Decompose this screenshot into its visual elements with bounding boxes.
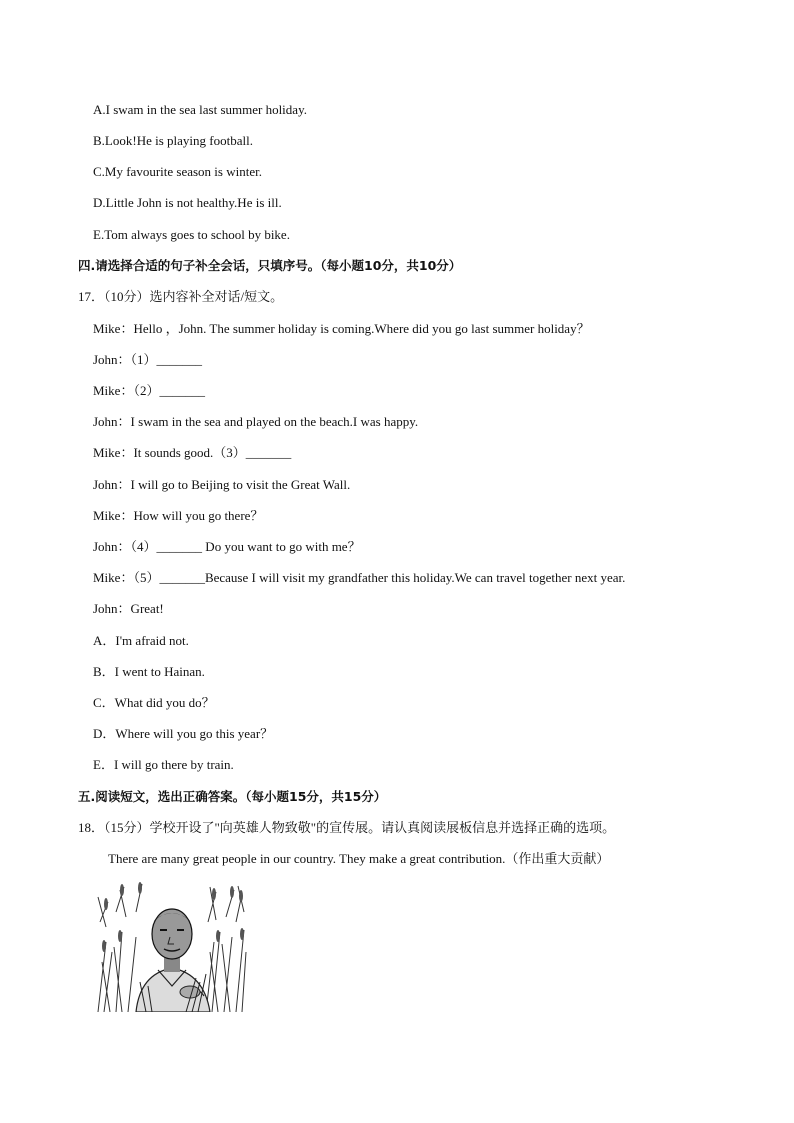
dialogue-line: John：Great! (93, 601, 164, 616)
dialogue-line: John：I will go to Beijing to visit the Great Wall. (93, 477, 351, 492)
option-e: E.Tom always goes to school by bike. (93, 227, 290, 242)
question-18-title: 18．（15分）学校开设了"向英雄人物致敬"的宣传展。请认真阅读展板信息并选择正确的选项。 (78, 820, 616, 835)
choice-c: C．What did you do？ (93, 695, 215, 710)
option-c: C.My favourite season is winter. (93, 164, 262, 179)
dialogue-line: Mike：How will you go there？ (93, 508, 264, 523)
section-5-heading: 五.阅读短文，选出正确答案。（每小题15分，共15分） (78, 789, 387, 804)
hero-photo (96, 882, 248, 1012)
option-a: A.I swam in the sea last summer holiday. (93, 102, 307, 117)
passage-intro: There are many great people in our country. They make a great contribution.（作出重大贡献） (108, 851, 610, 866)
option-d: D.Little John is not healthy.He is ill. (93, 195, 282, 210)
section-4-heading: 四.请选择合适的句子补全会话，只填序号。（每小题10分，共10分） (78, 258, 462, 273)
choice-a: A．I'm afraid not. (93, 633, 189, 648)
dialogue-line: Mike：（2）_______ (93, 383, 205, 398)
question-17-title: 17．（10分）选内容补全对话/短文。 (78, 289, 284, 304)
dialogue-line: Mike：It sounds good.（3）_______ (93, 445, 292, 460)
dialogue-line: John：（1）_______ (93, 352, 203, 367)
dialogue-line: John：I swam in the sea and played on the beach.I was happy. (93, 414, 419, 429)
choice-e: E．I will go there by train. (93, 757, 234, 772)
dialogue-line: Mike：Hello ，John. The summer holiday is coming.Where did you go last summer holiday？ (93, 321, 590, 336)
dialogue-line: John：（4）_______ Do you want to go with me？ (93, 539, 361, 554)
choice-b: B．I went to Hainan. (93, 664, 205, 679)
option-b: B.Look!He is playing football. (93, 133, 253, 148)
choice-d: D．Where will you go this year？ (93, 726, 274, 741)
dialogue-line: Mike：（5）_______Because I will visit my grandfather this holiday.We can travel together next year. (93, 570, 626, 585)
